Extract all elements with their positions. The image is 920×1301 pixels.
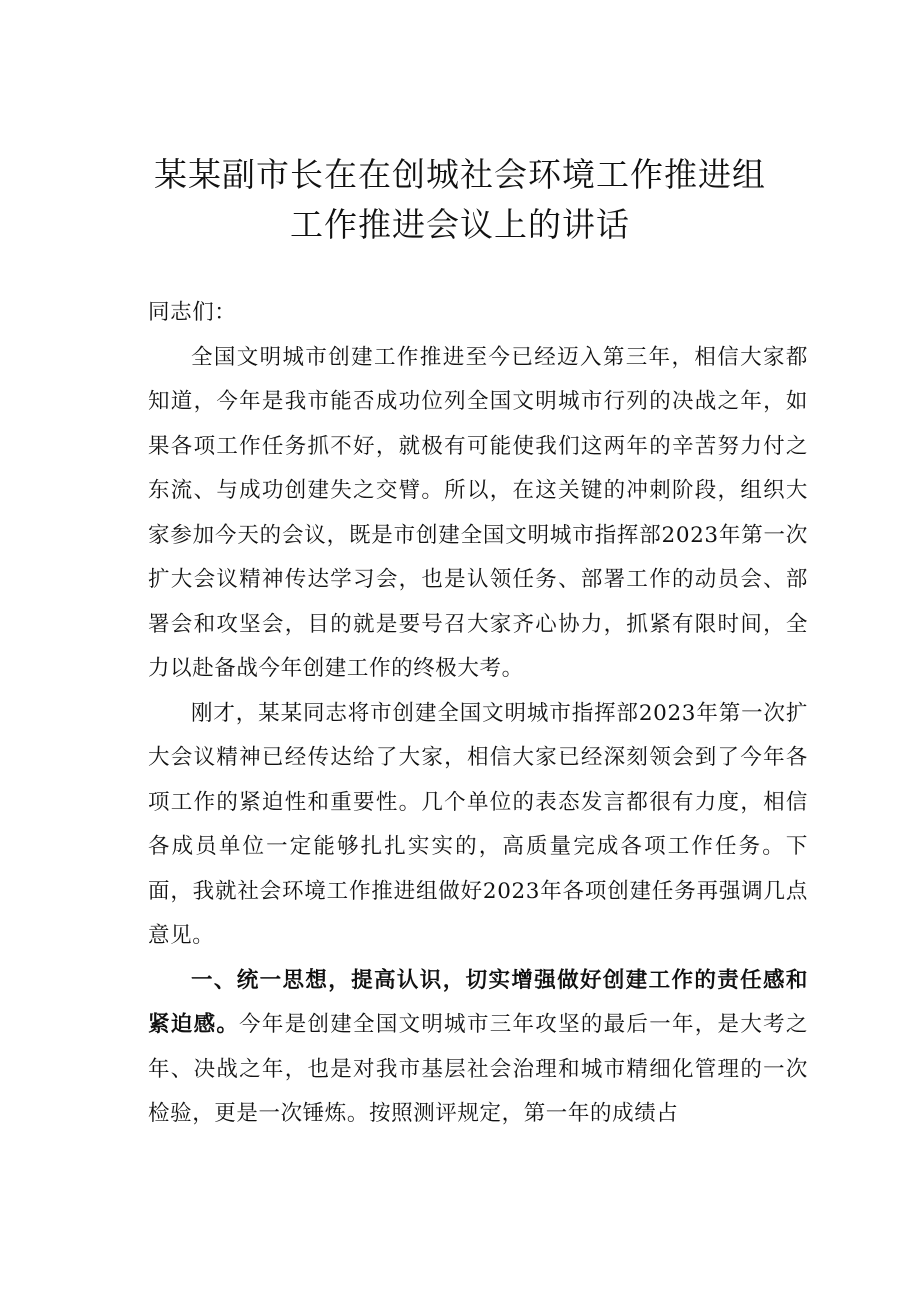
document-title bbox=[100, 150, 820, 250]
paragraph-1: 全国文明城市创建工作推进至今已经迈入第三年，相信大家都知道，今年是我市能否成功位列全国文明城市行列的决战之年，如果各项工作任务抓不好，就极有可能使我们这两年的辛苦努力付之东流、与成功创建失之交臂。所以，在这关键的冲刺阶段，组织大家参加今天的会议，既是市创建全国文明城市指挥部2023年第一次扩大会议精神传达学习会，也是认领任务、部署工作的动员会、部署会和攻坚会，目的就是要号召大家齐心协力，抓紧有限时间，全力以赴备战今年创建工作的终极大考。 bbox=[148, 344, 808, 681]
section-1-heading: 一、统一思想，提高认识，切实增强做好创建工作的责任感和紧迫感。 bbox=[148, 967, 808, 1037]
section-1-text: 今年是创建全国文明城市三年攻坚的最后一年，是大考之年、决战之年，也是对我市基层社会治理和城市精细化管理的一次检验，更是一次锤炼。按照测评规定，第一年的成绩占 bbox=[148, 1012, 808, 1126]
salutation: 同志们： bbox=[148, 300, 237, 325]
document-body bbox=[148, 291, 808, 1137]
title-line-2: 工作推进会议上的讲话 bbox=[290, 205, 630, 244]
title-line-1: 某某副市长在在创城社会环境工作推进组 bbox=[154, 155, 766, 194]
section-1-paragraph bbox=[148, 959, 808, 1137]
paragraph-2: 刚才，某某同志将市创建全国文明城市指挥部2023年第一次扩大会议精神已经传达给了大家，相信大家已经深刻领会到了今年各项工作的紧迫性和重要性。几个单位的表态发言都很有力度，相信各成员单位一定能够扎扎实实的，高质量完成各项工作任务。下面，我就社会环境工作推进组做好2023年各项创建任务再强调几点意见。 bbox=[148, 700, 808, 948]
